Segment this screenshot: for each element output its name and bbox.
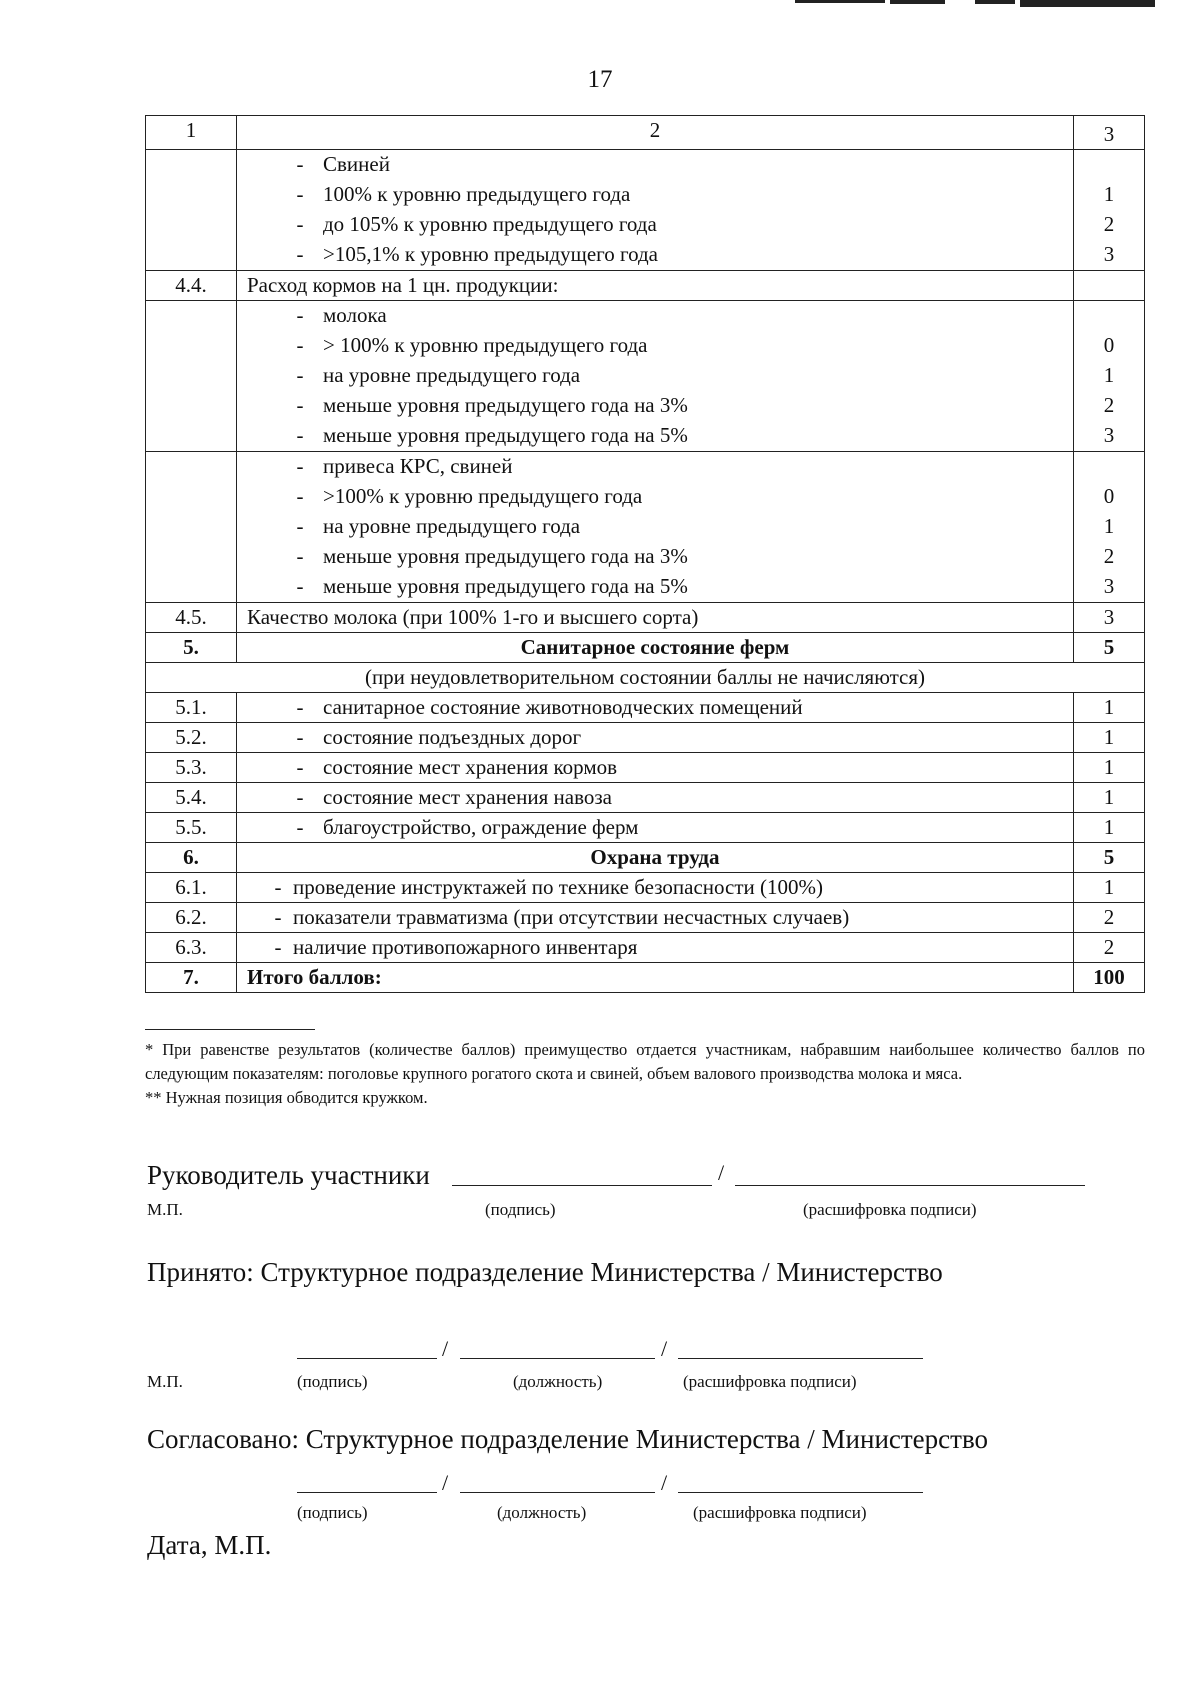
weight-criteria: - привеса КРС, свиней - >100% к уровню предыдущего года - на уровне предыдущего года - меньше уровня предыдущего года на 3% - меньше уровня предыдущего года на 5% [237,452,1074,603]
row-text: - состояние мест хранения навоза [237,783,1074,813]
section-points: 5 [1074,843,1145,873]
header-col-1: 1 [146,116,237,150]
row-points [1074,271,1145,301]
table-row-4-5 [146,603,1145,633]
pigs-points: 1 2 3 [1074,150,1145,271]
scan-mark [1020,0,1155,7]
row-text: - состояние мест хранения кормов [237,753,1074,783]
row-number [146,452,237,603]
section-6-row [146,843,1145,873]
signature-caption: (подпись) [297,1372,368,1391]
decode-line [678,1358,923,1359]
table-row [146,813,1145,843]
scan-mark [890,0,945,4]
row-points: 1 [1074,873,1145,903]
slash: / [442,1336,449,1361]
section-5-note-row [146,663,1145,693]
table-row [146,783,1145,813]
row-number: 4.5. [146,603,237,633]
position-line [460,1358,655,1359]
score-table [145,115,1145,993]
row-number: 5.5. [146,813,237,843]
total-label: Итого баллов: [237,963,1074,993]
page-number: 17 [587,66,613,93]
row-number: 6.2. [146,903,237,933]
table-row-pigs [146,150,1145,271]
row-text: - проведение инструктажей по технике безопасности (100%) [237,873,1074,903]
section-number: 6. [146,843,237,873]
footnote-divider [145,1029,315,1030]
table-row [146,693,1145,723]
milk-criteria: - молока - > 100% к уровню предыдущего года - на уровне предыдущего года - меньше уровня предыдущего года на 3% - меньше уровня предыдущего года на 5% [237,301,1074,452]
section-title: Охрана труда [237,843,1074,873]
row-text: - состояние подъездных дорог [237,723,1074,753]
row-number [146,301,237,452]
decode-caption: (расшифровка подписи) [693,1503,867,1522]
row-text: Расход кормов на 1 цн. продукции: [237,271,1074,301]
slash: / [718,1160,725,1185]
section-note: (при неудовлетворительном состоянии баллы не начисляются) [146,663,1145,693]
footnote-2: ** Нужная позиция обводится кружком. [145,1088,428,1107]
row-number: 5.4. [146,783,237,813]
table-row [146,873,1145,903]
signature-caption: (подпись) [485,1200,556,1219]
row-number: 5.3. [146,753,237,783]
row-text: - санитарное состояние животноводческих помещений [237,693,1074,723]
agreed-label: Согласовано: Структурное подразделение Министерства / Министерство [147,1424,989,1454]
header-col-2: 2 [237,116,1074,150]
position-caption: (должность) [497,1503,587,1522]
weight-points: 0 1 2 3 [1074,452,1145,603]
row-points: 1 [1074,723,1145,753]
total-points: 100 [1074,963,1145,993]
pigs-criteria: - Свиней - 100% к уровню предыдущего года - до 105% к уровню предыдущего года - >105,1% к уровню предыдущего года [237,150,1074,271]
stamp-label: М.П. [147,1372,183,1391]
table-header-row [146,116,1145,150]
row-points: 1 [1074,783,1145,813]
row-number: 5.1. [146,693,237,723]
position-line [460,1492,655,1493]
header-col-3: 3 [1074,116,1145,150]
row-number: 6.3. [146,933,237,963]
row-points: 2 [1074,903,1145,933]
slash: / [661,1336,668,1361]
row-text: - наличие противопожарного инвентаря [237,933,1074,963]
decode-caption: (расшифровка подписи) [683,1372,857,1391]
row-number: 5.2. [146,723,237,753]
signature-line [297,1492,437,1493]
stamp-label: М.П. [147,1200,183,1219]
row-text: - показатели травматизма (при отсутствии несчастных случаев) [237,903,1074,933]
section-title: Санитарное состояние ферм [237,633,1074,663]
footnote-1: * При равенстве результатов (количестве баллов) преимущество отдается участникам, набравшим наибольшее количество баллов по следующим показателям: поголовье крупного рогатого скота и свиней, объем валового производства молока и мяса. [145,1040,1145,1083]
row-points: 1 [1074,813,1145,843]
scan-mark [975,0,1015,4]
section-number: 5. [146,633,237,663]
row-points: 2 [1074,933,1145,963]
row-text: Качество молока (при 100% 1-го и высшего сорта) [237,603,1074,633]
head-signature-label: Руководитель участники [147,1160,430,1190]
slash: / [442,1470,449,1495]
signature-caption: (подпись) [297,1503,368,1522]
section-points: 5 [1074,633,1145,663]
row-number: 6.1. [146,873,237,903]
total-number: 7. [146,963,237,993]
section-5-row [146,633,1145,663]
table-row-4-4 [146,271,1145,301]
total-row [146,963,1145,993]
table-row [146,753,1145,783]
signature-line [297,1358,437,1359]
table-row [146,723,1145,753]
table-row [146,933,1145,963]
row-text: - благоустройство, ограждение ферм [237,813,1074,843]
head-signature-line [452,1185,712,1186]
decode-line [678,1492,923,1493]
date-stamp-label: Дата, М.П. [147,1530,272,1560]
row-points: 3 [1074,603,1145,633]
table-row [146,903,1145,933]
row-number: 4.4. [146,271,237,301]
slash: / [661,1470,668,1495]
footnotes [145,1038,1145,1110]
accepted-label: Принято: Структурное подразделение Министерства / Министерство [147,1257,943,1287]
row-points: 1 [1074,693,1145,723]
row-points: 1 [1074,753,1145,783]
milk-points: 0 1 2 3 [1074,301,1145,452]
table-row-milk [146,301,1145,452]
table-row-weight [146,452,1145,603]
row-number [146,150,237,271]
position-caption: (должность) [513,1372,603,1391]
scan-mark [795,0,885,3]
head-decode-line [735,1185,1085,1186]
decode-caption: (расшифровка подписи) [803,1200,977,1219]
